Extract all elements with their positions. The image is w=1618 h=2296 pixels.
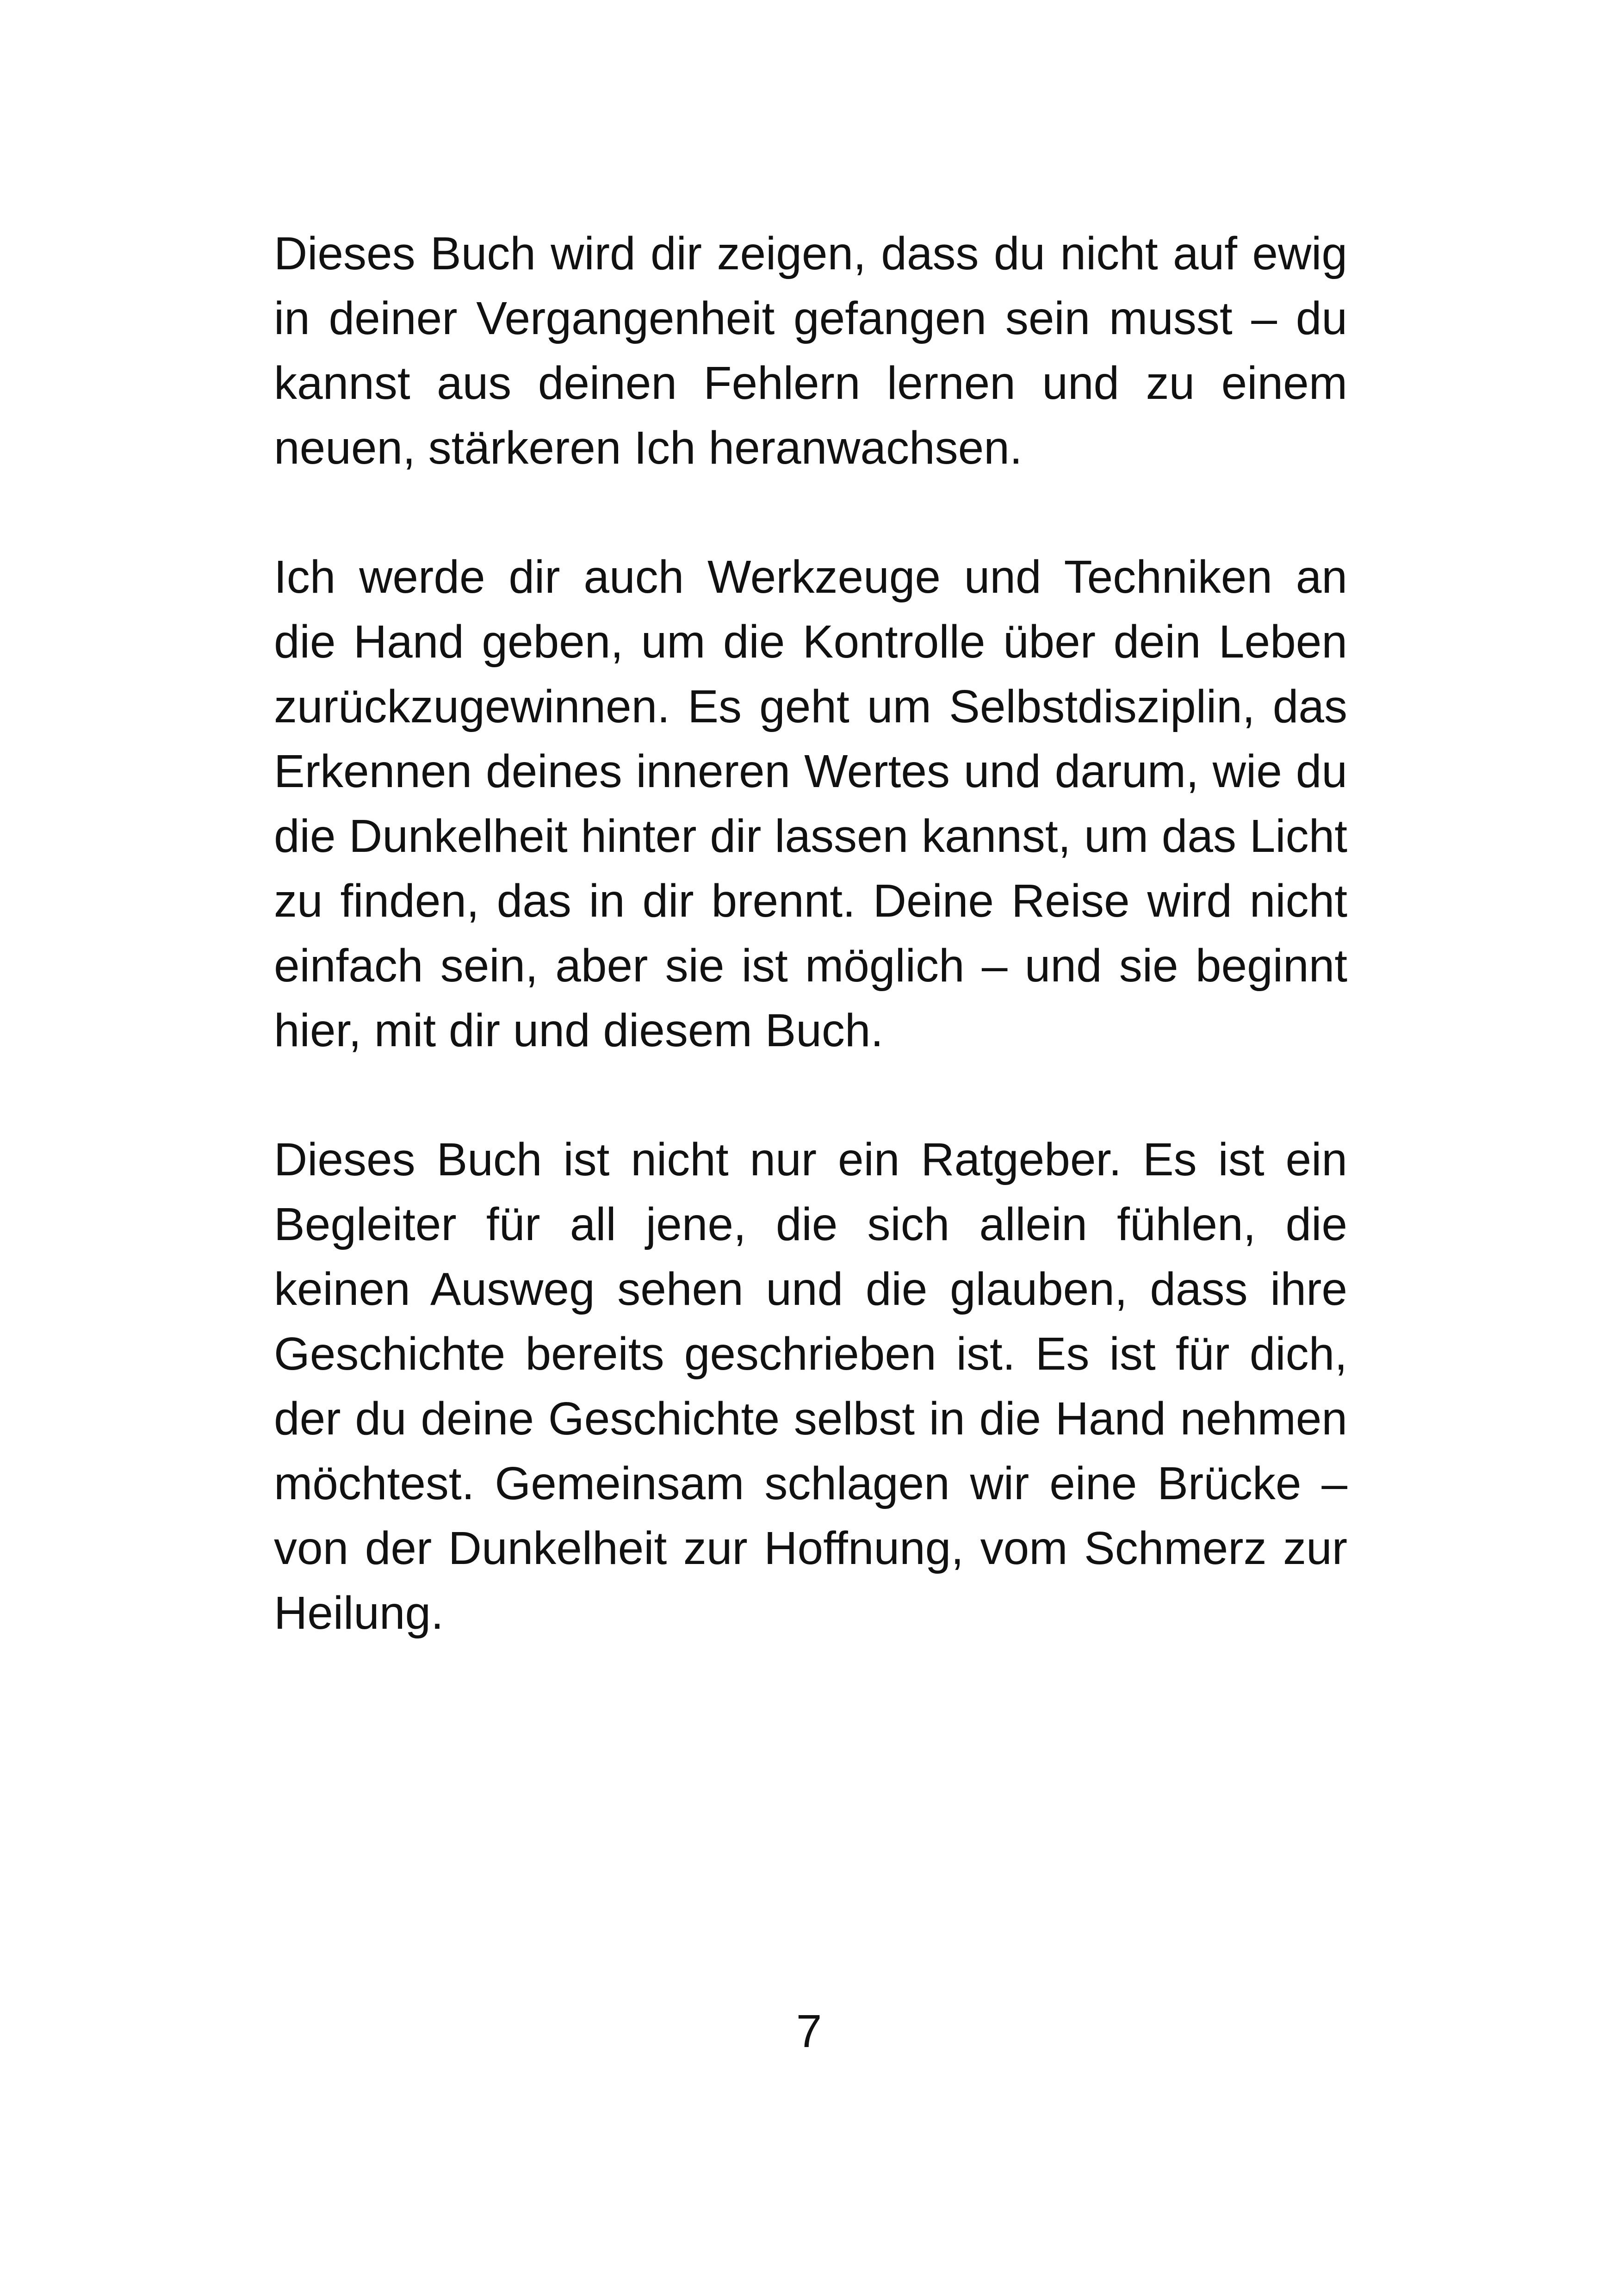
text-line: einfach sein, aber sie ist möglich – und sie beginnt — [274, 940, 1347, 992]
page-number: 7 — [796, 2005, 822, 2057]
text-line: neuen, stärkeren Ich heranwachsen. — [274, 422, 1023, 474]
text-line: Geschichte bereits geschrieben ist. Es ist für dich, — [274, 1328, 1347, 1380]
text-line: möchtest. Gemeinsam schlagen wir eine Brücke – — [274, 1458, 1347, 1509]
text-line: keinen Ausweg sehen und die glauben, dass ihre — [274, 1263, 1347, 1315]
text-line: Heilung. — [274, 1587, 444, 1639]
text-line: zurückzugewinnen. Es geht um Selbstdisziplin, das — [274, 681, 1347, 732]
text-line: die Hand geben, um die Kontrolle über dein Leben — [274, 616, 1347, 668]
text-line: Dieses Buch ist nicht nur ein Ratgeber. Es ist ein — [274, 1134, 1347, 1185]
body-text — [274, 221, 1347, 1710]
text-line: die Dunkelheit hinter dir lassen kannst, um das Licht — [274, 810, 1347, 862]
text-line: hier, mit dir und diesem Buch. — [274, 1005, 884, 1056]
text-line: Ich werde dir auch Werkzeuge und Techniken an — [274, 551, 1347, 603]
text-line: zu finden, das in dir brennt. Deine Reise wird nicht — [274, 875, 1347, 927]
paragraph-2 — [274, 545, 1347, 1063]
text-line: der du deine Geschichte selbst in die Hand nehmen — [274, 1393, 1347, 1445]
paragraph-1 — [274, 221, 1347, 480]
text-line: von der Dunkelheit zur Hoffnung, vom Schmerz zur — [274, 1522, 1347, 1574]
text-line: in deiner Vergangenheit gefangen sein musst – du — [274, 292, 1347, 344]
text-line: Dieses Buch wird dir zeigen, dass du nicht auf ewig — [274, 228, 1347, 279]
text-line: kannst aus deinen Fehlern lernen und zu einem — [274, 357, 1347, 409]
text-line: Erkennen deines inneren Wertes und darum, wie du — [274, 745, 1347, 797]
paragraph-3 — [274, 1127, 1347, 1645]
text-line: Begleiter für all jene, die sich allein fühlen, die — [274, 1198, 1347, 1250]
